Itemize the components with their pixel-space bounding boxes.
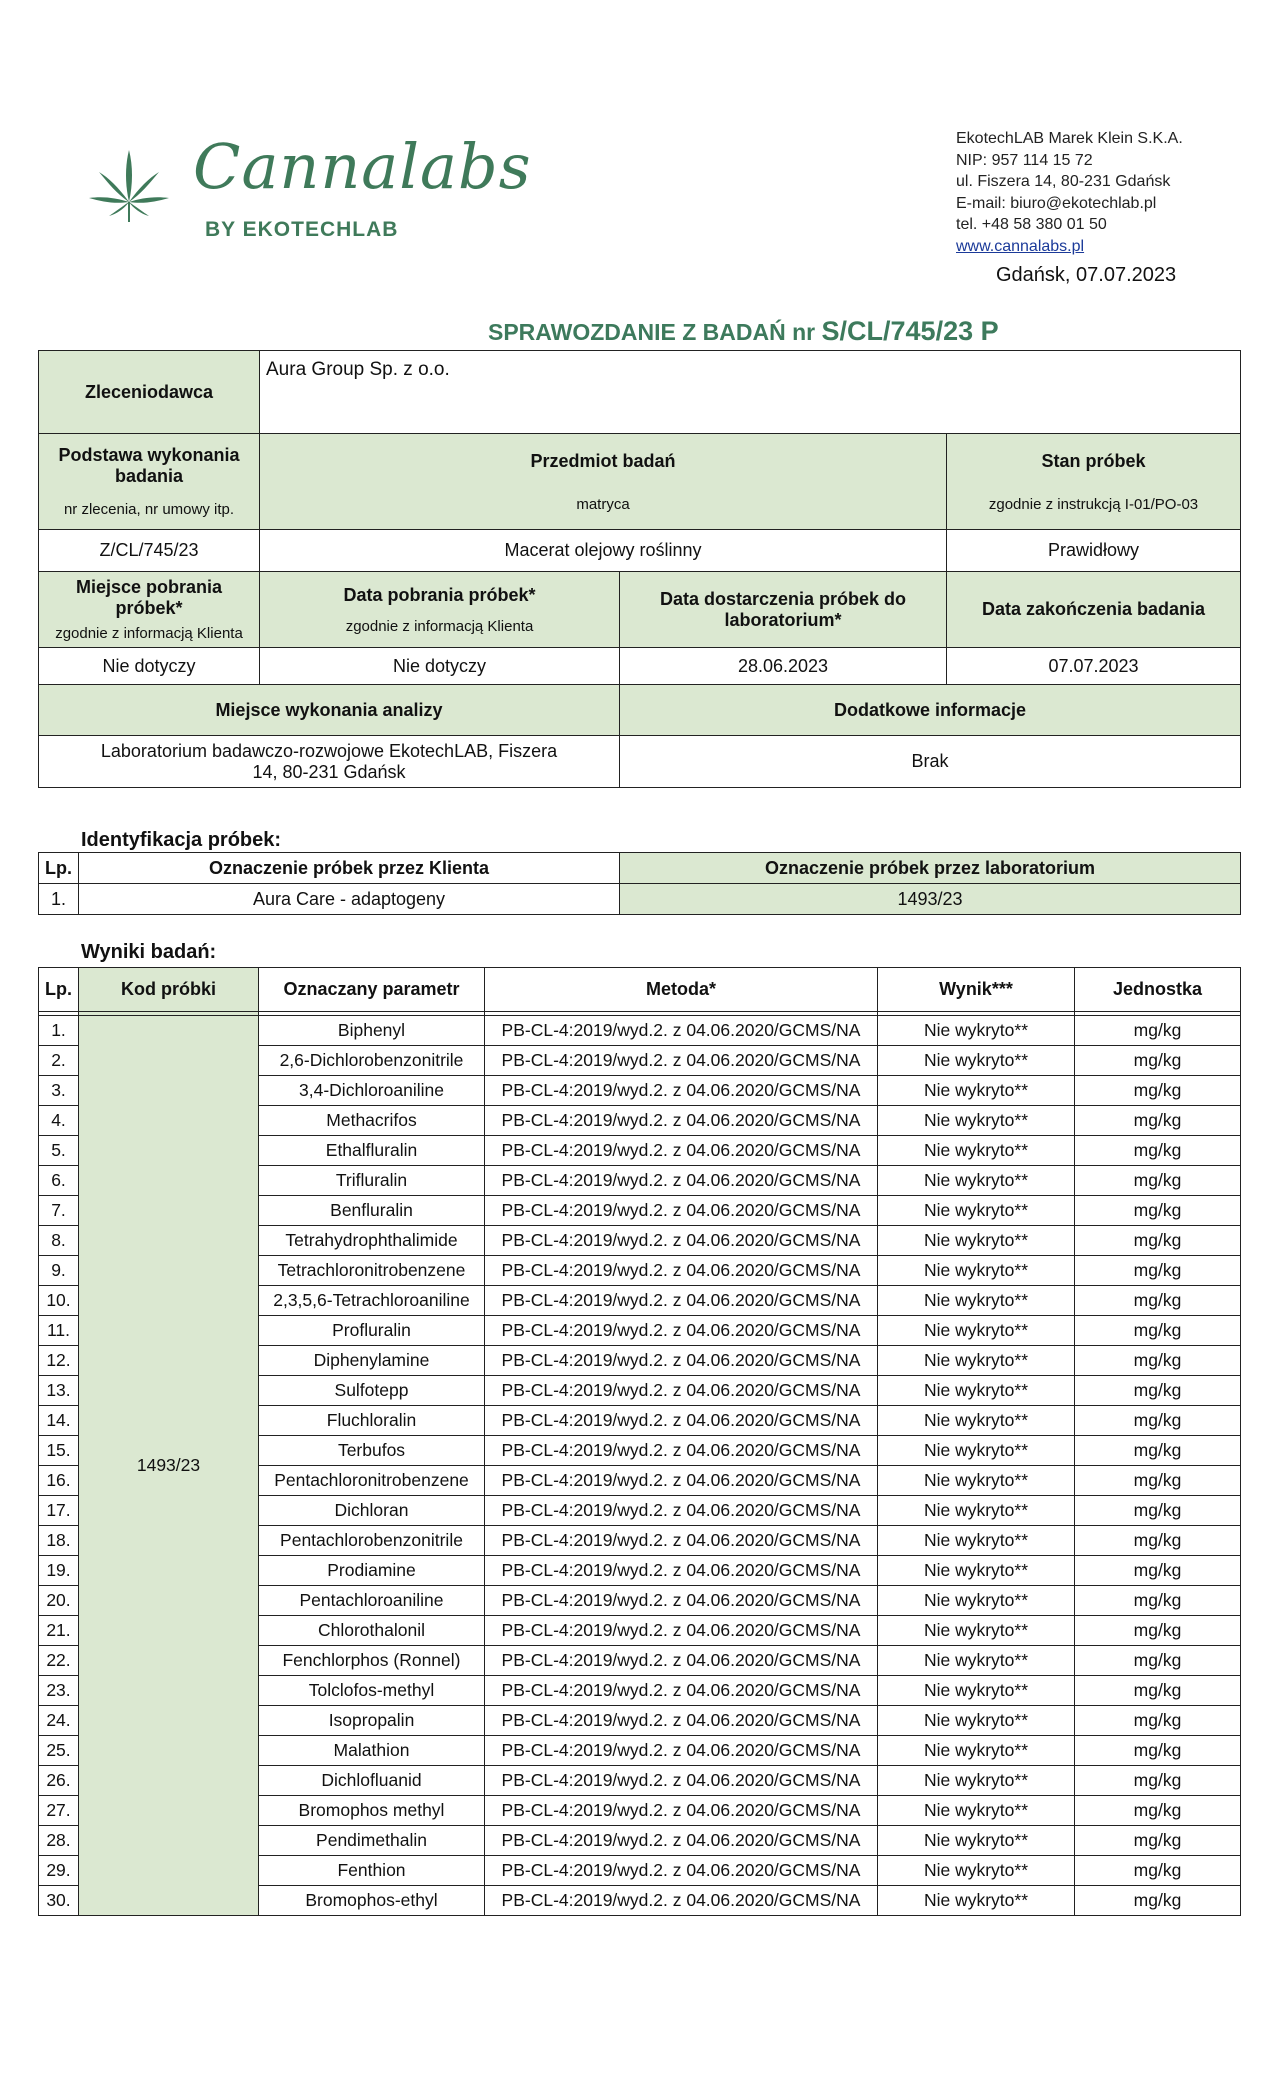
identification-title: Identyfikacja próbek: (81, 829, 282, 851)
analysis-place-label: Miejsce wykonania analizy (39, 685, 620, 736)
row-method: PB-CL-4:2019/wyd.2. z 04.06.2020/GCMS/NA (485, 1196, 878, 1226)
row-parameter: Sulfotepp (259, 1376, 485, 1406)
row-method: PB-CL-4:2019/wyd.2. z 04.06.2020/GCMS/NA (485, 1736, 878, 1766)
row-lp: 4. (39, 1106, 79, 1136)
row-unit: mg/kg (1075, 1406, 1241, 1436)
delivery-value: 28.06.2023 (620, 648, 947, 685)
row-result: Nie wykryto** (878, 1106, 1075, 1136)
ident-row-lab: 1493/23 (620, 884, 1241, 915)
row-parameter: Fenchlorphos (Ronnel) (259, 1646, 485, 1676)
row-lp: 25. (39, 1736, 79, 1766)
row-unit: mg/kg (1075, 1436, 1241, 1466)
row-unit: mg/kg (1075, 1286, 1241, 1316)
row-lp: 2. (39, 1046, 79, 1076)
row-lp: 12. (39, 1346, 79, 1376)
ident-header-lab: Oznaczenie próbek przez laboratorium (620, 853, 1241, 884)
basis-header (39, 434, 260, 530)
row-result: Nie wykryto** (878, 1046, 1075, 1076)
row-unit: mg/kg (1075, 1796, 1241, 1826)
row-result: Nie wykryto** (878, 1346, 1075, 1376)
sampling-date-value: Nie dotyczy (260, 648, 620, 685)
row-result: Nie wykryto** (878, 1646, 1075, 1676)
row-unit: mg/kg (1075, 1316, 1241, 1346)
row-lp: 8. (39, 1226, 79, 1256)
row-result: Nie wykryto** (878, 1016, 1075, 1046)
row-parameter: Dichlofluanid (259, 1766, 485, 1796)
row-result: Nie wykryto** (878, 1436, 1075, 1466)
row-unit: mg/kg (1075, 1106, 1241, 1136)
row-unit: mg/kg (1075, 1076, 1241, 1106)
row-result: Nie wykryto** (878, 1136, 1075, 1166)
row-method: PB-CL-4:2019/wyd.2. z 04.06.2020/GCMS/NA (485, 1016, 878, 1046)
analysis-place-value: Laboratorium badawczo-rozwojowe EkotechLAB, Fiszera 14, 80-231 Gdańsk (39, 736, 620, 788)
row-lp: 10. (39, 1286, 79, 1316)
state-note: zgodnie z instrukcją I-01/PO-03 (988, 495, 1199, 513)
row-method: PB-CL-4:2019/wyd.2. z 04.06.2020/GCMS/NA (485, 1556, 878, 1586)
results-header-method: Metoda* (485, 968, 878, 1012)
report-title (488, 316, 999, 347)
company-info (956, 128, 1183, 257)
end-date-value: 07.07.2023 (947, 648, 1241, 685)
row-parameter: Prodiamine (259, 1556, 485, 1586)
row-unit: mg/kg (1075, 1196, 1241, 1226)
client-label: Zleceniodawca (39, 351, 260, 434)
row-method: PB-CL-4:2019/wyd.2. z 04.06.2020/GCMS/NA (485, 1706, 878, 1736)
row-lp: 20. (39, 1586, 79, 1616)
company-nip: NIP: 957 114 15 72 (956, 151, 1093, 169)
row-parameter: Tolclofos-methyl (259, 1676, 485, 1706)
row-result: Nie wykryto** (878, 1286, 1075, 1316)
cannalabs-logo (85, 130, 532, 250)
row-parameter: Profluralin (259, 1316, 485, 1346)
row-method: PB-CL-4:2019/wyd.2. z 04.06.2020/GCMS/NA (485, 1106, 878, 1136)
extra-info-value: Brak (620, 736, 1241, 788)
row-method: PB-CL-4:2019/wyd.2. z 04.06.2020/GCMS/NA (485, 1646, 878, 1676)
row-parameter: Biphenyl (259, 1016, 485, 1046)
row-result: Nie wykryto** (878, 1886, 1075, 1916)
row-method: PB-CL-4:2019/wyd.2. z 04.06.2020/GCMS/NA (485, 1436, 878, 1466)
row-parameter: Fluchloralin (259, 1406, 485, 1436)
row-parameter: 3,4-Dichloroaniline (259, 1076, 485, 1106)
client-value: Aura Group Sp. z o.o. (260, 351, 1241, 434)
row-unit: mg/kg (1075, 1766, 1241, 1796)
state-header (947, 434, 1241, 530)
basis-note: nr zlecenia, nr umowy itp. (63, 501, 235, 518)
row-result: Nie wykryto** (878, 1076, 1075, 1106)
row-result: Nie wykryto** (878, 1856, 1075, 1886)
row-lp: 14. (39, 1406, 79, 1436)
row-result: Nie wykryto** (878, 1196, 1075, 1226)
row-method: PB-CL-4:2019/wyd.2. z 04.06.2020/GCMS/NA (485, 1586, 878, 1616)
basis-label: Podstawa wykonania badania (58, 445, 240, 486)
cannabis-leaf-icon (85, 144, 173, 224)
row-unit: mg/kg (1075, 1676, 1241, 1706)
row-parameter: Malathion (259, 1736, 485, 1766)
row-lp: 24. (39, 1706, 79, 1736)
row-lp: 15. (39, 1436, 79, 1466)
sampling-place-header (39, 572, 260, 648)
row-lp: 11. (39, 1316, 79, 1346)
row-method: PB-CL-4:2019/wyd.2. z 04.06.2020/GCMS/NA (485, 1676, 878, 1706)
row-method: PB-CL-4:2019/wyd.2. z 04.06.2020/GCMS/NA (485, 1286, 878, 1316)
row-method: PB-CL-4:2019/wyd.2. z 04.06.2020/GCMS/NA (485, 1076, 878, 1106)
results-header-result: Wynik*** (878, 968, 1075, 1012)
results-header-lp: Lp. (39, 968, 79, 1012)
row-parameter: Benfluralin (259, 1196, 485, 1226)
row-unit: mg/kg (1075, 1376, 1241, 1406)
row-result: Nie wykryto** (878, 1826, 1075, 1856)
row-method: PB-CL-4:2019/wyd.2. z 04.06.2020/GCMS/NA (485, 1316, 878, 1346)
row-method: PB-CL-4:2019/wyd.2. z 04.06.2020/GCMS/NA (485, 1466, 878, 1496)
report-number: S/CL/745/23 P (821, 316, 999, 346)
state-value: Prawidłowy (947, 530, 1241, 572)
identification-table (38, 852, 1241, 915)
company-website-link[interactable]: www.cannalabs.pl (956, 237, 1085, 255)
row-method: PB-CL-4:2019/wyd.2. z 04.06.2020/GCMS/NA (485, 1376, 878, 1406)
row-parameter: Bromophos methyl (259, 1796, 485, 1826)
row-parameter: Trifluralin (259, 1166, 485, 1196)
row-parameter: Diphenylamine (259, 1346, 485, 1376)
row-result: Nie wykryto** (878, 1796, 1075, 1826)
row-result: Nie wykryto** (878, 1586, 1075, 1616)
row-method: PB-CL-4:2019/wyd.2. z 04.06.2020/GCMS/NA (485, 1256, 878, 1286)
subject-value: Macerat olejowy roślinny (260, 530, 947, 572)
row-parameter: Pendimethalin (259, 1826, 485, 1856)
row-method: PB-CL-4:2019/wyd.2. z 04.06.2020/GCMS/NA (485, 1406, 878, 1436)
row-parameter: Bromophos-ethyl (259, 1886, 485, 1916)
row-result: Nie wykryto** (878, 1376, 1075, 1406)
sampling-place-value: Nie dotyczy (39, 648, 260, 685)
brand-name: Cannalabs (193, 130, 532, 203)
results-title: Wyniki badań: (81, 941, 217, 963)
row-lp: 19. (39, 1556, 79, 1586)
row-method: PB-CL-4:2019/wyd.2. z 04.06.2020/GCMS/NA (485, 1136, 878, 1166)
subject-header (260, 434, 947, 530)
row-lp: 23. (39, 1676, 79, 1706)
row-result: Nie wykryto** (878, 1736, 1075, 1766)
results-header-code: Kod próbki (79, 968, 259, 1012)
row-method: PB-CL-4:2019/wyd.2. z 04.06.2020/GCMS/NA (485, 1526, 878, 1556)
row-unit: mg/kg (1075, 1226, 1241, 1256)
ident-row-client: Aura Care - adaptogeny (79, 884, 620, 915)
row-unit: mg/kg (1075, 1646, 1241, 1676)
sampling-date-header (260, 572, 620, 648)
row-unit: mg/kg (1075, 1826, 1241, 1856)
row-parameter: Pentachlorobenzonitrile (259, 1526, 485, 1556)
company-address: ul. Fiszera 14, 80-231 Gdańsk (956, 173, 1171, 190)
sample-code-cell: 1493/23 (79, 1016, 259, 1916)
row-result: Nie wykryto** (878, 1406, 1075, 1436)
row-lp: 27. (39, 1796, 79, 1826)
ident-header-lp: Lp. (39, 853, 79, 884)
row-method: PB-CL-4:2019/wyd.2. z 04.06.2020/GCMS/NA (485, 1166, 878, 1196)
company-name: EkotechLAB Marek Klein S.K.A. (956, 130, 1183, 147)
row-unit: mg/kg (1075, 1496, 1241, 1526)
row-unit: mg/kg (1075, 1016, 1241, 1046)
row-parameter: Chlorothalonil (259, 1616, 485, 1646)
row-result: Nie wykryto** (878, 1496, 1075, 1526)
row-lp: 9. (39, 1256, 79, 1286)
row-unit: mg/kg (1075, 1616, 1241, 1646)
state-label: Stan próbek (1041, 450, 1146, 471)
row-method: PB-CL-4:2019/wyd.2. z 04.06.2020/GCMS/NA (485, 1346, 878, 1376)
row-result: Nie wykryto** (878, 1226, 1075, 1256)
row-method: PB-CL-4:2019/wyd.2. z 04.06.2020/GCMS/NA (485, 1796, 878, 1826)
brand-subtitle: BY EKOTECHLAB (205, 218, 399, 241)
row-result: Nie wykryto** (878, 1526, 1075, 1556)
row-lp: 28. (39, 1826, 79, 1856)
row-method: PB-CL-4:2019/wyd.2. z 04.06.2020/GCMS/NA (485, 1496, 878, 1526)
row-method: PB-CL-4:2019/wyd.2. z 04.06.2020/GCMS/NA (485, 1886, 878, 1916)
row-parameter: Terbufos (259, 1436, 485, 1466)
info-table (38, 350, 1241, 788)
row-result: Nie wykryto** (878, 1616, 1075, 1646)
row-unit: mg/kg (1075, 1136, 1241, 1166)
row-lp: 29. (39, 1856, 79, 1886)
row-parameter: Pentachloronitrobenzene (259, 1466, 485, 1496)
row-lp: 3. (39, 1076, 79, 1106)
table-row (39, 1016, 1241, 1046)
row-parameter: Pentachloroaniline (259, 1586, 485, 1616)
row-lp: 21. (39, 1616, 79, 1646)
row-parameter: Fenthion (259, 1856, 485, 1886)
ident-header-client: Oznaczenie próbek przez Klienta (79, 853, 620, 884)
row-unit: mg/kg (1075, 1166, 1241, 1196)
subject-label: Przedmiot badań (530, 450, 676, 471)
row-method: PB-CL-4:2019/wyd.2. z 04.06.2020/GCMS/NA (485, 1616, 878, 1646)
row-unit: mg/kg (1075, 1886, 1241, 1916)
subject-note: matryca (576, 495, 630, 513)
company-email: E-mail: biuro@ekotechlab.pl (956, 194, 1157, 212)
row-unit: mg/kg (1075, 1046, 1241, 1076)
row-lp: 26. (39, 1766, 79, 1796)
results-header-unit: Jednostka (1075, 968, 1241, 1012)
row-parameter: 2,3,5,6-Tetrachloroaniline (259, 1286, 485, 1316)
row-parameter: Tetrachloronitrobenzene (259, 1256, 485, 1286)
row-unit: mg/kg (1075, 1346, 1241, 1376)
row-unit: mg/kg (1075, 1586, 1241, 1616)
row-parameter: Methacrifos (259, 1106, 485, 1136)
extra-info-label: Dodatkowe informacje (620, 685, 1241, 736)
row-unit: mg/kg (1075, 1706, 1241, 1736)
row-method: PB-CL-4:2019/wyd.2. z 04.06.2020/GCMS/NA (485, 1826, 878, 1856)
delivery-label: Data dostarczenia próbek do laboratorium* (620, 572, 947, 648)
row-lp: 5. (39, 1136, 79, 1166)
sampling-date-label: Data pobrania próbek* (343, 584, 536, 605)
ident-row (39, 884, 1241, 915)
end-date-label: Data zakończenia badania (947, 572, 1241, 648)
row-lp: 16. (39, 1466, 79, 1496)
results-table (38, 967, 1241, 1916)
row-parameter: Dichloran (259, 1496, 485, 1526)
row-parameter: Isopropalin (259, 1706, 485, 1736)
place-date: Gdańsk, 07.07.2023 (996, 264, 1177, 286)
row-parameter: Tetrahydrophthalimide (259, 1226, 485, 1256)
row-unit: mg/kg (1075, 1856, 1241, 1886)
basis-value: Z/CL/745/23 (39, 530, 260, 572)
row-unit: mg/kg (1075, 1736, 1241, 1766)
sampling-place-note: zgodnie z informacją Klienta (55, 625, 243, 642)
row-parameter: 2,6-Dichlorobenzonitrile (259, 1046, 485, 1076)
row-unit: mg/kg (1075, 1556, 1241, 1586)
row-unit: mg/kg (1075, 1526, 1241, 1556)
row-result: Nie wykryto** (878, 1256, 1075, 1286)
row-result: Nie wykryto** (878, 1676, 1075, 1706)
row-result: Nie wykryto** (878, 1766, 1075, 1796)
ident-row-lp: 1. (39, 884, 79, 915)
row-method: PB-CL-4:2019/wyd.2. z 04.06.2020/GCMS/NA (485, 1856, 878, 1886)
row-lp: 17. (39, 1496, 79, 1526)
row-lp: 1. (39, 1016, 79, 1046)
company-phone: tel. +48 58 380 01 50 (956, 216, 1107, 233)
row-unit: mg/kg (1075, 1256, 1241, 1286)
row-method: PB-CL-4:2019/wyd.2. z 04.06.2020/GCMS/NA (485, 1046, 878, 1076)
row-method: PB-CL-4:2019/wyd.2. z 04.06.2020/GCMS/NA (485, 1226, 878, 1256)
row-lp: 6. (39, 1166, 79, 1196)
row-lp: 7. (39, 1196, 79, 1226)
row-lp: 18. (39, 1526, 79, 1556)
row-result: Nie wykryto** (878, 1706, 1075, 1736)
sampling-place-label: Miejsce pobrania próbek* (75, 577, 223, 618)
row-lp: 13. (39, 1376, 79, 1406)
row-result: Nie wykryto** (878, 1466, 1075, 1496)
row-result: Nie wykryto** (878, 1316, 1075, 1346)
row-result: Nie wykryto** (878, 1166, 1075, 1196)
row-parameter: Ethalfluralin (259, 1136, 485, 1166)
row-method: PB-CL-4:2019/wyd.2. z 04.06.2020/GCMS/NA (485, 1766, 878, 1796)
results-header-param: Oznaczany parametr (259, 968, 485, 1012)
row-result: Nie wykryto** (878, 1556, 1075, 1586)
sampling-date-note: zgodnie z informacją Klienta (345, 617, 534, 635)
report-title-prefix: SPRAWOZDANIE Z BADAŃ nr (488, 319, 816, 345)
row-lp: 30. (39, 1886, 79, 1916)
row-lp: 22. (39, 1646, 79, 1676)
row-unit: mg/kg (1075, 1466, 1241, 1496)
